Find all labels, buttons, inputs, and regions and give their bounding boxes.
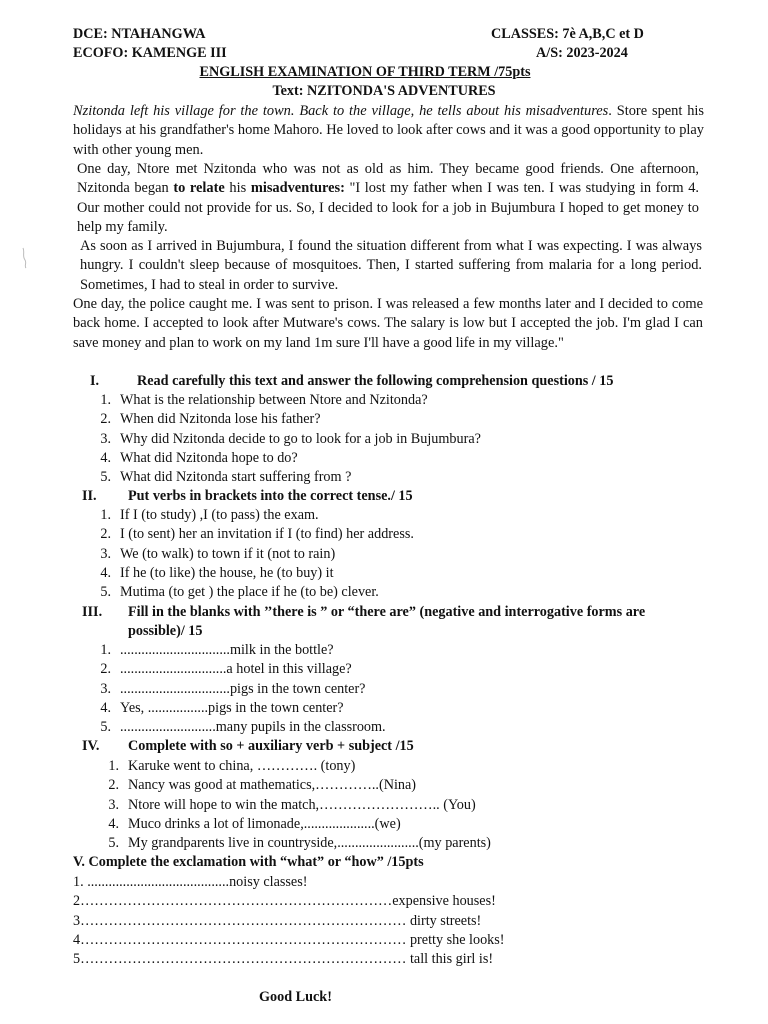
- exam-title: [0, 64, 768, 81]
- stray-pen-mark-icon: [20, 246, 30, 270]
- list-item: 1. ...............................milk in the bottle?: [100, 642, 334, 658]
- list-item: 4. What did Nzitonda hope to do?: [100, 449, 298, 466]
- list-item: 3. Why did Nzitonda decide to go to look for a job in Bujumbura?: [100, 430, 481, 447]
- exam-title-text: ENGLISH EXAMINATION OF THIRD TERM /75pts: [199, 64, 531, 80]
- section-5-heading: V. Complete the exclamation with “what” or “how” /15pts: [73, 854, 424, 870]
- section-2-numeral: II.: [82, 488, 97, 504]
- section-3-title-line2: possible)/ 15: [128, 623, 203, 639]
- section-3-list: [100, 641, 386, 737]
- section-1-title: Read carefully this text and answer the following comprehension questions / 15: [137, 373, 614, 389]
- section-4-list: [108, 757, 491, 853]
- list-item: 2. ..............................a hotel in this village?: [100, 661, 352, 678]
- list-item: 5. What did Nzitonda start suffering from ?: [100, 469, 352, 486]
- section-2-heading: [82, 487, 702, 507]
- list-item: 1. ........................................noisy classes!: [73, 874, 308, 890]
- passage-p2-bold-misadventures: misadventures:: [250, 180, 345, 197]
- passage-paragraph-4: One day, the police caught me. I was sent to prison. I was released a few months later and I decided to come back home. I accepted to look after Mutware's cows. The salary is low but I accepted the job. I'm glad I can save money and plan to work on my land 1m sure I'll have a good life in my village.": [73, 296, 703, 351]
- list-item: 2. Nancy was good at mathematics,…………..(Nina): [108, 777, 417, 794]
- passage-p2-bold-relate: to relate: [173, 180, 225, 197]
- passage-intro: Nzitonda left his village for the town. Back to the village, he tells about his misadventures: [73, 103, 609, 119]
- passage-p2-c: "I lost my father when I was ten. I was studying in form 4. Our mother could not provide for us. So, I decided to look for a job in Bujumbura I hoped to get money to help my family.: [77, 180, 699, 235]
- passage-paragraph-2: [77, 160, 699, 237]
- list-item: 5…………………………………………………………… tall this girl is!: [73, 951, 494, 968]
- list-item: 4…………………………………………………………… pretty she looks!: [73, 931, 505, 948]
- list-item: 1. Karuke went to china, …………. (tony): [108, 758, 356, 774]
- section-3-title-line1: Fill in the blanks with ’’there is ” or “there are” (negative and interrogative forms are: [128, 604, 646, 620]
- passage-paragraph-3: As soon as I arrived in Bujumbura, I found the situation different from what I was expecting. I was always hungry. I couldn't sleep because of mosquitoes. Then, I started suffering from malaria for a long period. Sometimes, I had to steal in order to survive.: [80, 238, 702, 293]
- classes-label: CLASSES: 7è A,B,C et D: [491, 26, 644, 42]
- section-1-numeral: I.: [90, 373, 100, 389]
- school-year: A/S: 2023-2024: [536, 45, 628, 61]
- list-item: 2…………………………………………………………expensive houses!: [73, 893, 496, 910]
- section-4-title: Complete with so + auxiliary verb + subject /15: [128, 738, 414, 754]
- section-1-heading: [90, 372, 710, 392]
- school-dce: DCE: NTAHANGWA: [73, 26, 206, 42]
- passage-p2-b: his: [224, 180, 251, 197]
- list-item: 3. Ntore will hope to win the match,…………………….. (You): [108, 796, 476, 813]
- closing-good-luck: Good Luck!: [259, 989, 332, 1005]
- section-4-heading: [82, 737, 702, 757]
- list-item: 2. When did Nzitonda lose his father?: [100, 411, 321, 428]
- section-5-list: [73, 873, 505, 969]
- passage-p2-a: One day, Ntore met Nzitonda who was not as old as him. They became good friends. One afternoon, Nzitonda began: [77, 161, 699, 197]
- list-item: 1. What is the relationship between Ntore and Nzitonda?: [100, 392, 428, 408]
- passage-paragraph-1: [73, 102, 704, 160]
- list-item: 4. Yes, .................pigs in the town center?: [100, 699, 344, 716]
- list-item: 3. ...............................pigs in the town center?: [100, 680, 366, 697]
- section-2-title: Put verbs in brackets into the correct tense./ 15: [128, 488, 413, 504]
- list-item: 5. ...........................many pupils in the classroom.: [100, 719, 386, 736]
- section-1-list: [100, 391, 481, 487]
- list-item: 4. If he (to like) the house, he (to buy) it: [100, 564, 334, 581]
- list-item: 3. We (to walk) to town if it (not to rain): [100, 545, 336, 562]
- list-item: 4. Muco drinks a lot of limonade,....................(we): [108, 815, 401, 832]
- section-3-heading: [82, 603, 706, 643]
- section-2-list: [100, 506, 414, 602]
- section-4-numeral: IV.: [82, 738, 100, 754]
- list-item: 5. Mutima (to get ) the place if he (to be) clever.: [100, 584, 379, 601]
- school-ecofo: ECOFO: KAMENGE III: [73, 45, 227, 61]
- list-item: 3…………………………………………………………… dirty streets!: [73, 912, 482, 929]
- list-item: 5. My grandparents live in countryside,.......................(my parents): [108, 835, 491, 852]
- text-title: Text: NZITONDA'S ADVENTURES: [272, 83, 496, 99]
- passage-p1-rest: . Store spent his holidays at his grandfather's home Mahoro. He loved to look after cows and it was a good opportunity to play with other young men.: [73, 103, 705, 158]
- section-3-numeral: III.: [82, 604, 103, 620]
- list-item: 2. I (to sent) her an invitation if I (to find) her address.: [100, 526, 414, 543]
- list-item: 1. If I (to study) ,I (to pass) the exam.: [100, 507, 319, 523]
